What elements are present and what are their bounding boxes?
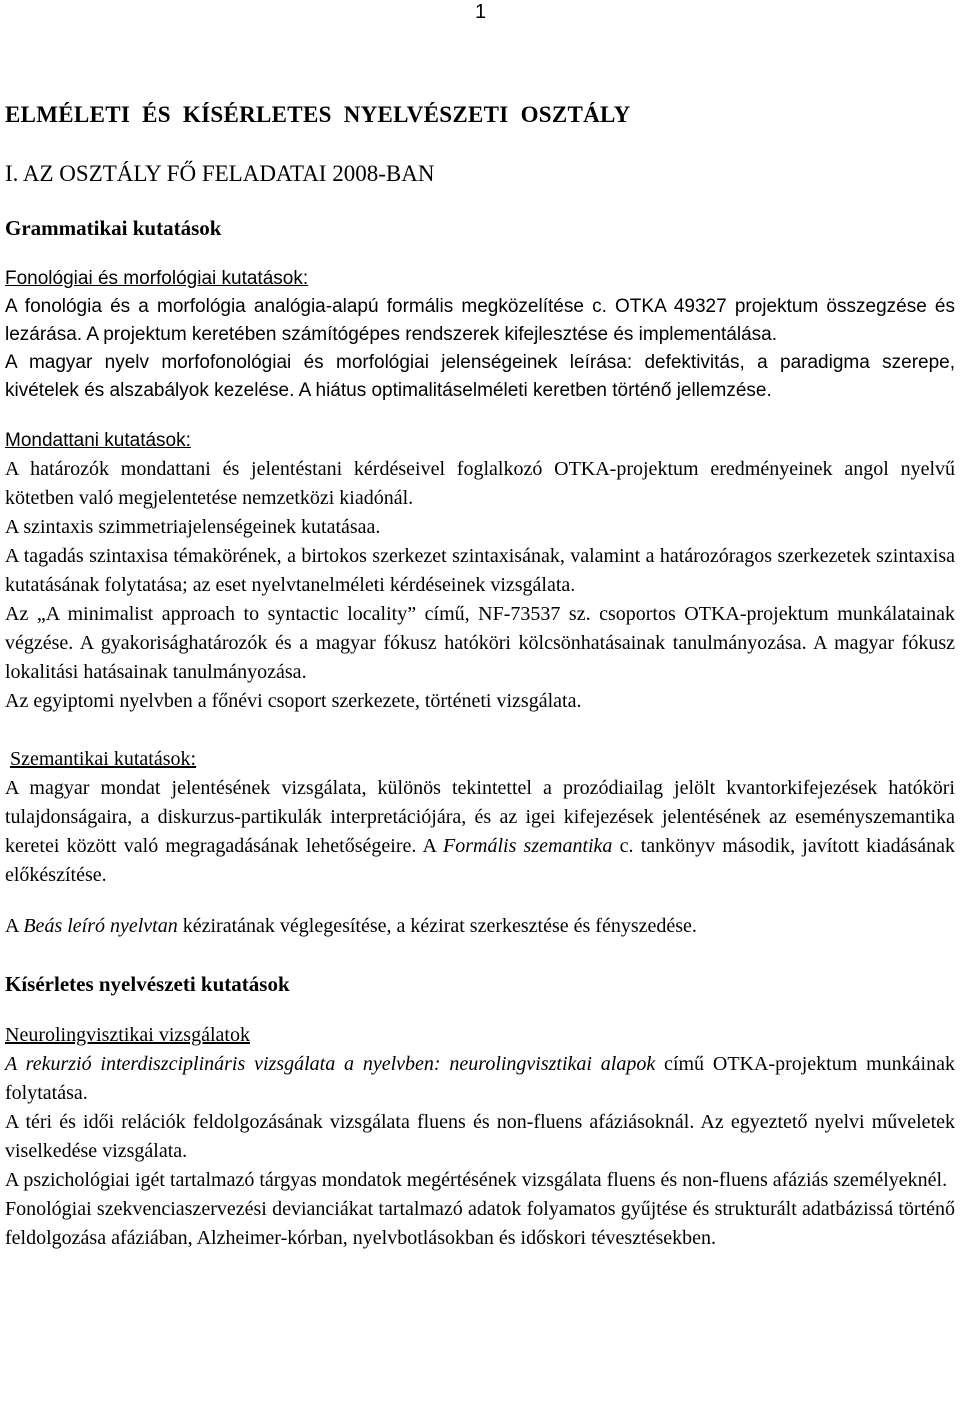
section-heading-experimental: Kísérletes nyelvészeti kutatások bbox=[5, 972, 290, 996]
subheading-semantics: Szemantikai kutatások: bbox=[10, 748, 197, 770]
paragraph-phonology-2: A magyar nyelv morfofonológiai és morfológiai jelenségeinek leírása: defektivitás, a paradigma szerepe, kivételek és alszabályok kezelése. A hiátus optimalitáselméleti keretben történő jellemzése. bbox=[5, 352, 955, 401]
paragraph-syntax-5: Az egyiptomi nyelvben a főnévi csoport szerkezete, történeti vizsgálata. bbox=[5, 690, 582, 712]
paragraph-semantics-1: A magyar mondat jelentésének vizsgálata, különös tekintettel a prozódiailag jelölt kvantorkifejezések hatóköri tulajdonságaira, a diskurzus-partikulák interpretációjára, és az igei kifejezések jelentésének az eseményszemantika keretei között való megragadásának lehetőségeire. A Formális szemantika c. tankönyv második, javított kiadásának előkészítése. bbox=[5, 777, 956, 886]
subheading-phonology: Fonológiai és morfológiai kutatások: bbox=[5, 268, 309, 289]
paragraph-syntax-1: A határozók mondattani és jelentéstani kérdéseivel foglalkozó OTKA-projektum eredményeinek angol nyelvű kötetben való megjelentetése nemzetközi kiadónál. bbox=[5, 458, 955, 509]
subheading-neurolinguistics: Neurolingvisztikai vizsgálatok bbox=[5, 1024, 250, 1046]
document-body bbox=[5, 98, 955, 1253]
section-heading-grammar: Grammatikai kutatások bbox=[5, 216, 222, 240]
subheading-syntax: Mondattani kutatások: bbox=[5, 430, 191, 451]
document-subtitle: I. AZ OSZTÁLY FŐ FELADATAI 2008-BAN bbox=[5, 161, 435, 186]
paragraph-syntax-3: A tagadás szintaxisa témakörének, a birtokos szerkezet szintaxisának, valamint a határozóragos szerkezetek szintaxisa kutatásának folytatása; az eset nyelvtanelméleti kérdéseinek vizsgálata. bbox=[5, 545, 955, 596]
paragraph-neuro-1: A rekurzió interdiszciplináris vizsgálata a nyelvben: neurolingvisztikai alapok című OTKA-projektum munkáinak folytatása. bbox=[5, 1053, 955, 1104]
page-number: 1 bbox=[475, 1, 487, 23]
paragraph-neuro-2: A téri és idői relációk feldolgozásának vizsgálata fluens és non-fluens afáziásoknál. Az egyeztető nyelvi műveletek viselkedése vizsgálata. bbox=[5, 1111, 955, 1162]
paragraph-neuro-3: A pszichológiai igét tartalmazó tárgyas mondatok megértésének vizsgálata fluens és non-fluens afáziás személyeknél. bbox=[5, 1169, 948, 1191]
paragraph-phonology-1: A fonológia és a morfológia analógia-alapú formális megközelítése c. OTKA 49327 projektum összegzése és lezárása. A projektum keretében számítógépes rendszerek kifejlesztése és implementálása. bbox=[5, 296, 955, 345]
paragraph-syntax-2: A szintaxis szimmetriajelenségeinek kutatásaa. bbox=[5, 516, 381, 538]
paragraph-syntax-4: Az „A minimalist approach to syntactic locality” című, NF-73537 sz. csoportos OTKA-projektum munkálatainak végzése. A gyakorisághatározók és a magyar fókusz hatóköri kölcsönhatásainak tanulmányozása. A magyar fókusz lokalitási hatásainak tanulmányozása. bbox=[5, 603, 955, 683]
document-title: ELMÉLETI ÉS KÍSÉRLETES NYELVÉSZETI OSZTÁLY bbox=[5, 102, 631, 127]
paragraph-neuro-4: Fonológiai szekvenciaszervezési devianciákat tartalmazó adatok folyamatos gyűjtése és strukturált adatbázissá történő feldolgozása afáziában, Alzheimer-kórban, nyelvbotlásokban és időskori tévesztésekben. bbox=[5, 1198, 955, 1249]
paragraph-semantics-2: A Beás leíró nyelvtan kéziratának véglegesítése, a kézirat szerkesztése és fényszedése. bbox=[5, 915, 697, 937]
